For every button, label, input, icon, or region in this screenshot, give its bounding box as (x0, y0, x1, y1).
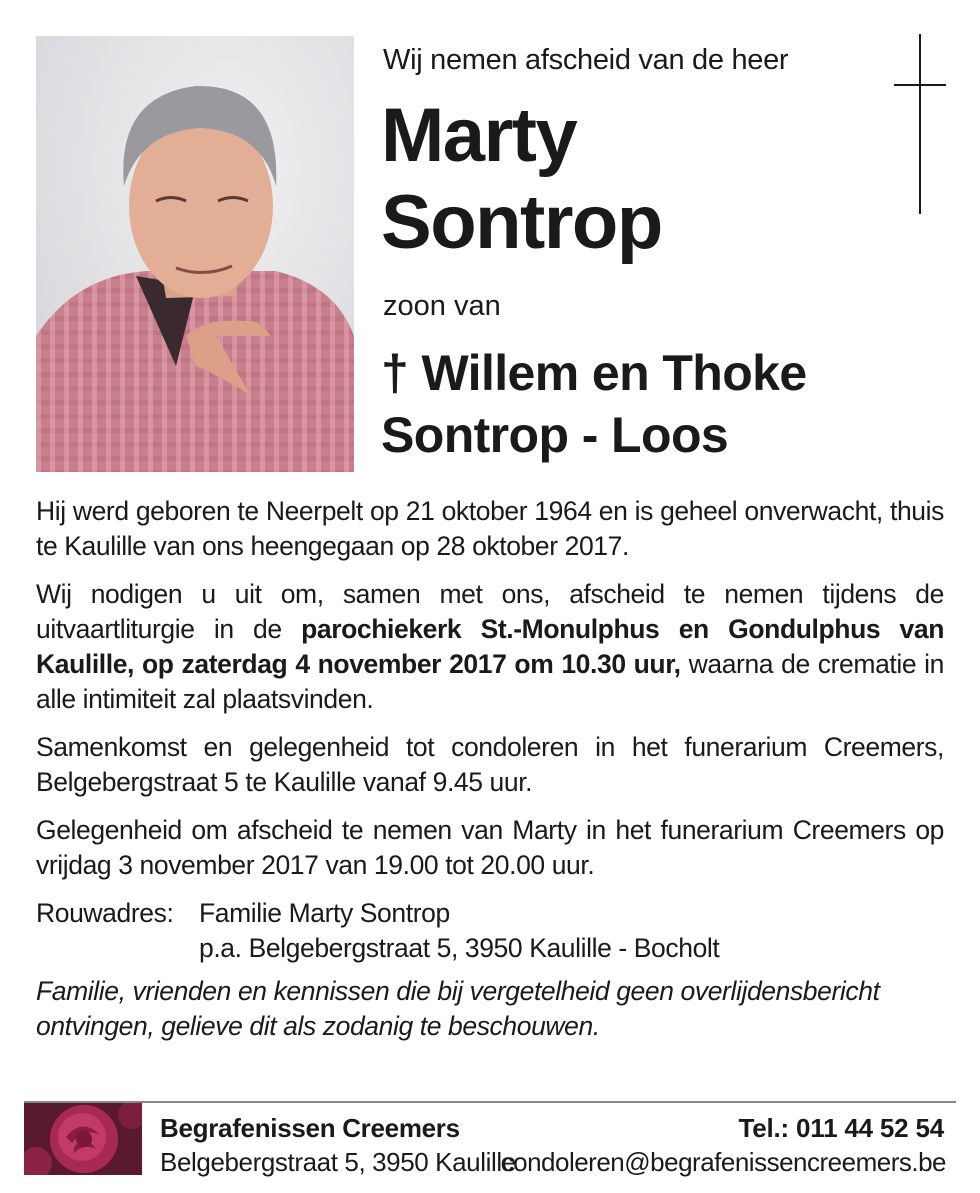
closing-note: Familie, vrienden en kennissen die bij vergetelheid geen overlijdensbericht ontvingen, gelieve dit als zodanig te beschouwen. (36, 976, 880, 1041)
deceased-name (381, 92, 662, 266)
funeral-home-name: Begrafenissen Creemers (160, 1113, 460, 1143)
cross-icon (894, 34, 946, 214)
parents-names (381, 342, 807, 466)
intro-text: Wij nemen afscheid van de heer (383, 44, 789, 76)
notice-body (36, 494, 944, 1057)
funeral-paragraph: Wij nodigen u uit om, samen met ons, afscheid te nemen tijdens de uitvaartliturgie in de parochiekerk St.-Monulphus en Gondulphus van Kaulille, op zaterdag 4 november 2017 om 10.30 uur, waarna de crematie in alle intimiteit zal plaatsvinden. (36, 579, 945, 714)
rose-image (24, 1103, 142, 1175)
funeral-home-email[interactable]: condoleren@begrafenissencreemers.be (500, 1147, 946, 1177)
farewell-paragraph: Gelegenheid om afscheid te nemen van Marty in het funerarium Creemers op vrijdag 3 november 2017 van 19.00 tot 20.00 uur. (36, 815, 944, 880)
portrait-illustration (36, 36, 354, 472)
condolence-paragraph: Samenkomst en gelegenheid tot condoleren in het funerarium Creemers, Belgebergstraat 5 te Kaulille vanaf 9.45 uur. (36, 732, 944, 797)
birth-death-paragraph: Hij werd geboren te Neerpelt op 21 oktober 1964 en is geheel onverwacht, thuis te Kaulille van ons heengegaan op 28 oktober 2017. (36, 496, 944, 561)
mourning-address (36, 896, 944, 966)
address-label: Rouwadres: (36, 898, 174, 928)
last-name: Sontrop (381, 180, 662, 265)
address-line-1: Familie Marty Sontrop (199, 898, 450, 928)
first-name: Marty (381, 93, 577, 178)
parents-line-1: † Willem en Thoke (381, 345, 807, 401)
address-line-2: p.a. Belgebergstraat 5, 3950 Kaulille - Bocholt (199, 933, 720, 963)
parents-line-2: Sontrop - Loos (381, 407, 729, 463)
portrait-photo (36, 36, 354, 472)
funeral-home-address: Belgebergstraat 5, 3950 Kaulille (160, 1147, 516, 1177)
son-of-text: zoon van (383, 290, 501, 322)
footer-divider (24, 1101, 956, 1103)
funeral-location-time: parochiekerk St.-Monulphus en Gondulphus van Kaulille, op zaterdag 4 november 2017 om 10.30 uur, (36, 614, 944, 679)
funeral-home-phone: Tel.: 011 44 52 54 (738, 1113, 944, 1143)
